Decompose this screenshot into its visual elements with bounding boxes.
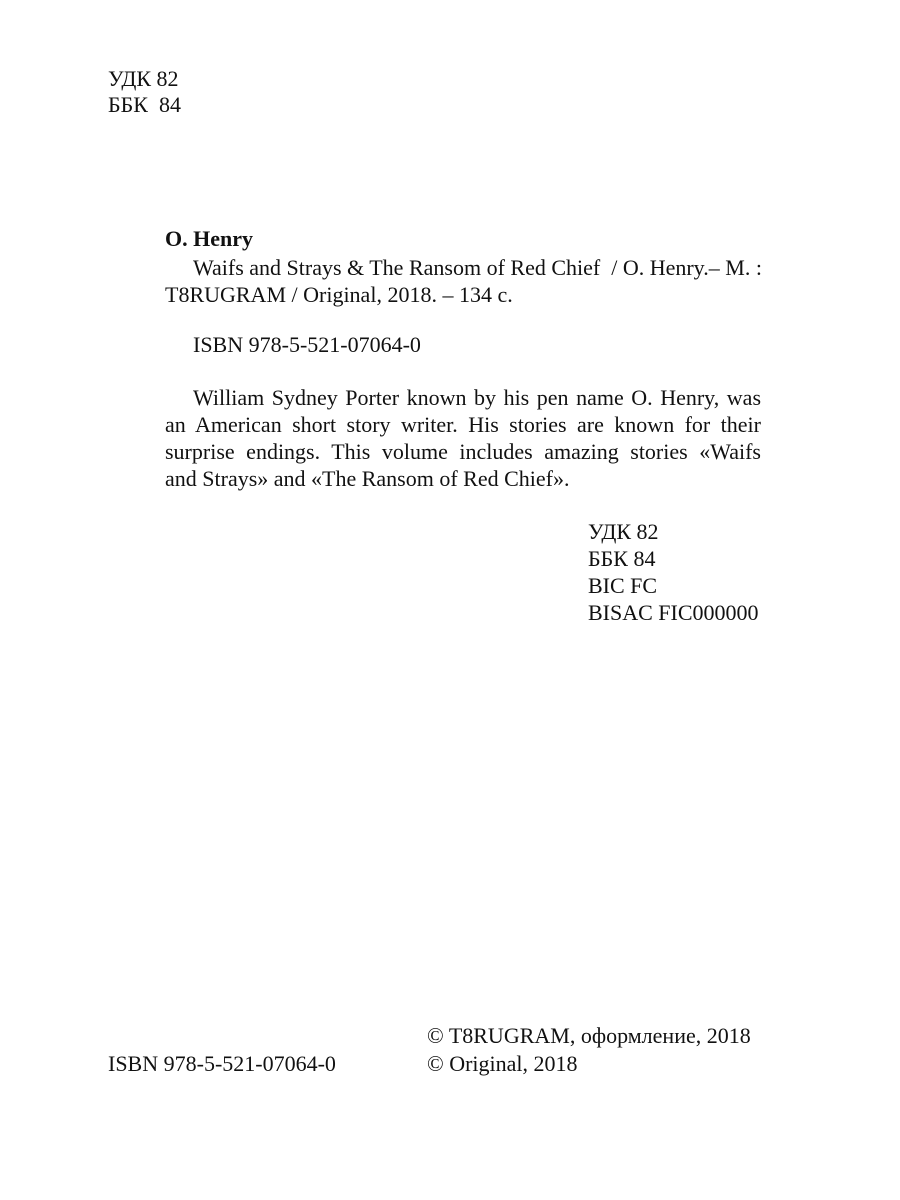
annotation-line-2: an American short story writer. His stories are known for their <box>165 412 761 437</box>
copyright-design: © T8RUGRAM, оформление, 2018 <box>427 1023 751 1048</box>
copyright-block <box>427 1022 751 1078</box>
right-classification-codes <box>588 518 759 626</box>
udk-code-right: УДК 82 <box>588 519 659 544</box>
annotation-line-1: William Sydney Porter known by his pen name O. Henry, was <box>193 385 761 410</box>
copyright-original: © Original, 2018 <box>427 1051 578 1076</box>
top-classification-codes <box>108 66 181 118</box>
udk-code: УДК 82 <box>108 66 179 91</box>
bbk-code-right: ББК 84 <box>588 546 656 571</box>
bibliographic-line-1: Waifs and Strays & The Ransom of Red Chief / O. Henry.– М. : <box>193 255 762 280</box>
bisac-code: BISAC FIC000000 <box>588 600 759 625</box>
author-name: O. Henry <box>165 226 253 251</box>
annotation-line-3: surprise endings. This volume includes amazing stories «Waifs <box>165 439 761 464</box>
isbn-main: ISBN 978-5-521-07064-0 <box>193 332 421 357</box>
bibliographic-line-2: T8RUGRAM / Original, 2018. – 134 с. <box>165 282 513 307</box>
bic-code: BIC FC <box>588 573 658 598</box>
bbk-code: ББК 84 <box>108 92 181 117</box>
isbn-bottom: ISBN 978-5-521-07064-0 <box>108 1051 336 1076</box>
bibliographic-record <box>165 254 761 308</box>
annotation-line-4: and Strays» and «The Ransom of Red Chief». <box>165 466 570 491</box>
annotation <box>165 384 761 492</box>
